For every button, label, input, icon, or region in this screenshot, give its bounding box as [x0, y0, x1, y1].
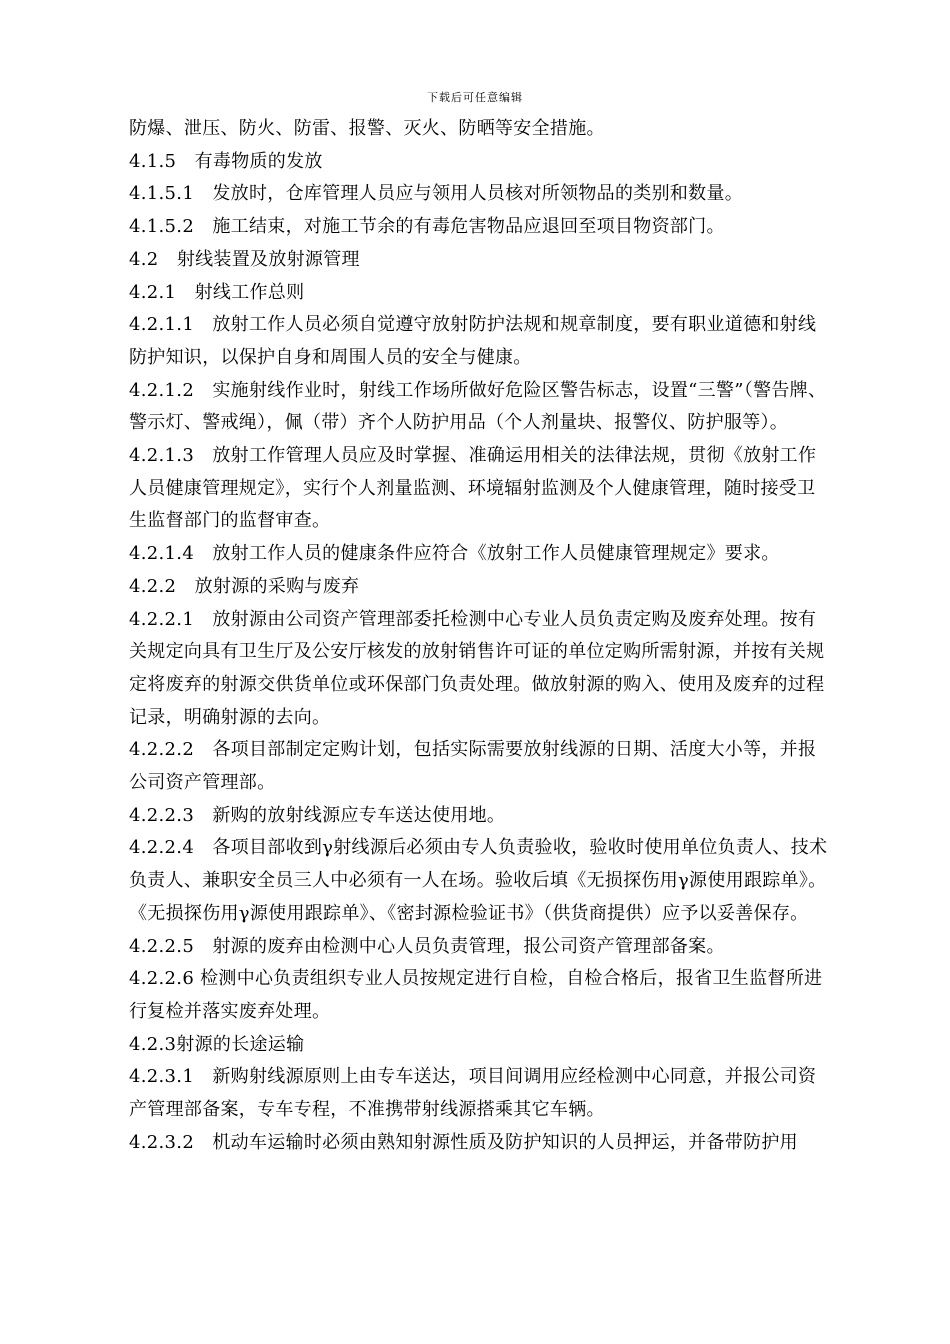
- paragraph-4-2-3-2: 4.2.3.2 机动车运输时必须由熟知射源性质及防护知识的人员押运，并备带防护用: [129, 1131, 798, 1153]
- paragraph-4-2-1-1: 4.2.1.1 放射工作人员必须自觉遵守放射防护法规和规章制度，要有职业道德和射线防护知识，以保护自身和周围人员的安全与健康。: [129, 314, 817, 368]
- page-header: 下载后可任意编辑: [427, 91, 523, 104]
- heading-4-2-1: 4.2.1 射线工作总则: [129, 281, 305, 303]
- paragraph-4-2-1-2: 4.2.1.2 实施射线作业时，射线工作场所做好危险区警告标志，设置“三警”（警告牌、警示灯、警戒绳），佩（带）齐个人防护用品（个人剂量块、报警仪、防护服等）。: [129, 379, 827, 434]
- paragraph-4-2-1-3: 4.2.1.3 放射工作管理人员应及时掌握、准确运用相关的法律法规，贯彻《放射工作人员健康管理规定》，实行个人剂量监测、环境辐射监测及个人健康管理，随时接受卫生监督部门的监督审查。: [129, 445, 817, 532]
- paragraph-4-2-2-5: 4.2.2.5 射源的废弃由检测中心人员负责管理，报公司资产管理部备案。: [129, 935, 725, 957]
- paragraph-4-2-2-1: 4.2.2.1 放射源由公司资产管理部委托检测中心专业人员负责定购及废弃处理。按有关规定向具有卫生厅及公安厅核发的放射销售许可证的单位定购所需射源，并按有关规定将废弃的射源交供货单位或环保部门负责处理。做放射源的购入、使用及废弃的过程记录，明确射源的去向。: [129, 608, 825, 728]
- heading-4-1-5: 4.1.5 有毒物质的发放: [129, 150, 323, 172]
- paragraph-4-2-2-6: 4.2.2.6 检测中心负责组织专业人员按规定进行自检，自检合格后，报省卫生监督所进行复检并落实废弃处理。: [129, 968, 823, 1022]
- paragraph-4-1-5-2: 4.1.5.2 施工结束，对施工节余的有毒危害物品应退回至项目物资部门。: [129, 216, 725, 238]
- paragraph-4-2-3-1: 4.2.3.1 新购射线源原则上由专车送达，项目间调用应经检测中心同意，并报公司资产管理部备案，专车专程，不准携带射线源搭乘其它车辆。: [129, 1066, 817, 1121]
- document-body: [129, 113, 831, 1160]
- paragraph-4-1-5-1: 4.1.5.1 发放时，仓库管理人员应与领用人员核对所领物品的类别和数量。: [129, 183, 744, 205]
- paragraph-4-2-2-2: 4.2.2.2 各项目部制定定购计划，包括实际需要放射线源的日期、活度大小等，并报公司资产管理部。: [129, 739, 817, 794]
- paragraph-4-2-2-4: 4.2.2.4 各项目部收到γ射线源后必须由专人负责验收，验收时使用单位负责人、技术负责人、兼职安全员三人中必须有一人在场。验收后填《无损探伤用γ源使用跟踪单》。《无损探伤用γ源使用跟踪单》、《密封源检验证书》（供货商提供）应予以妥善保存。: [129, 837, 828, 924]
- heading-4-2: 4.2 射线装置及放射源管理: [129, 248, 360, 270]
- paragraph-4-2-2-3: 4.2.2.3 新购的放射线源应专车送达使用地。: [129, 804, 506, 826]
- paragraph-4-2-1-4: 4.2.1.4 放射工作人员的健康条件应符合《放射工作人员健康管理规定》要求。: [129, 543, 780, 565]
- heading-4-2-2: 4.2.2 放射源的采购与废弃: [129, 575, 360, 597]
- heading-4-2-3: 4.2.3射源的长途运输: [129, 1033, 305, 1055]
- paragraph-continuation: 防爆、泄压、防火、防雷、报警、灭火、防晒等安全措施。: [129, 118, 605, 139]
